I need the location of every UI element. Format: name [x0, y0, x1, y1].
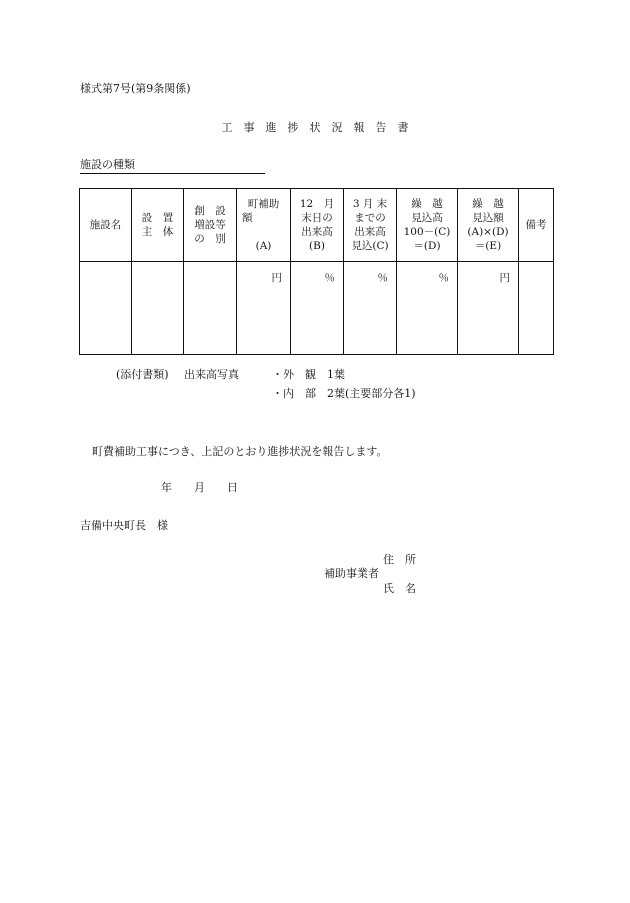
cell-carryover-rate[interactable]: ％ [397, 262, 458, 355]
document-title: 工 事 進 捗 状 況 報 告 書 [221, 121, 409, 134]
addressee: 吉備中央町長 様 [80, 519, 168, 532]
header-carryover-rate: 繰 越 見込高 100－(C) ＝(D) [397, 189, 458, 262]
table-row [80, 262, 554, 355]
progress-table [79, 188, 554, 355]
attachments-label: (添付書類) [116, 368, 169, 381]
cell-subsidy-amount[interactable]: 円 [237, 262, 291, 355]
attachments-photo: 出来高写真 [184, 368, 239, 381]
cell-december-progress[interactable]: ％ [291, 262, 344, 355]
facility-type-label: 施設の種類 [80, 158, 135, 171]
cell-new-or-expansion[interactable] [184, 262, 237, 355]
header-march-forecast: 3 月 末 までの 出来高 見込(C) [344, 189, 397, 262]
cell-remarks[interactable] [519, 262, 554, 355]
attachments-interior: ・内 部 2葉(主要部分各1) [272, 387, 416, 400]
cell-facility-name[interactable] [80, 262, 132, 355]
facility-type-field[interactable] [80, 156, 265, 174]
header-facility-name: 施設名 [80, 189, 132, 262]
header-december-progress: 12 月 末日の 出来高 (B) [291, 189, 344, 262]
name-label: 氏 名 [383, 582, 416, 595]
header-subsidy-amount: 町補助 額 (A) [237, 189, 291, 262]
header-remarks: 備考 [519, 189, 554, 262]
table-header-row [80, 189, 554, 262]
form-number: 様式第7号(第9条関係) [80, 82, 191, 95]
header-new-or-expansion: 創 設 増設等 の 別 [184, 189, 237, 262]
report-statement: 町費補助工事につき、上記のとおり進捗状況を報告します。 [92, 445, 388, 458]
header-operator: 設 置 主 体 [132, 189, 184, 262]
cell-carryover-amount[interactable]: 円 [458, 262, 519, 355]
date-field[interactable]: 年 月 日 [161, 481, 238, 494]
header-carryover-amount: 繰 越 見込額 (A)×(D) ＝(E) [458, 189, 519, 262]
cell-march-forecast[interactable]: ％ [344, 262, 397, 355]
attachments-exterior: ・外 観 1葉 [272, 368, 345, 381]
operator-label: 補助事業者 [324, 567, 379, 580]
address-label: 住 所 [383, 553, 416, 566]
cell-operator[interactable] [132, 262, 184, 355]
